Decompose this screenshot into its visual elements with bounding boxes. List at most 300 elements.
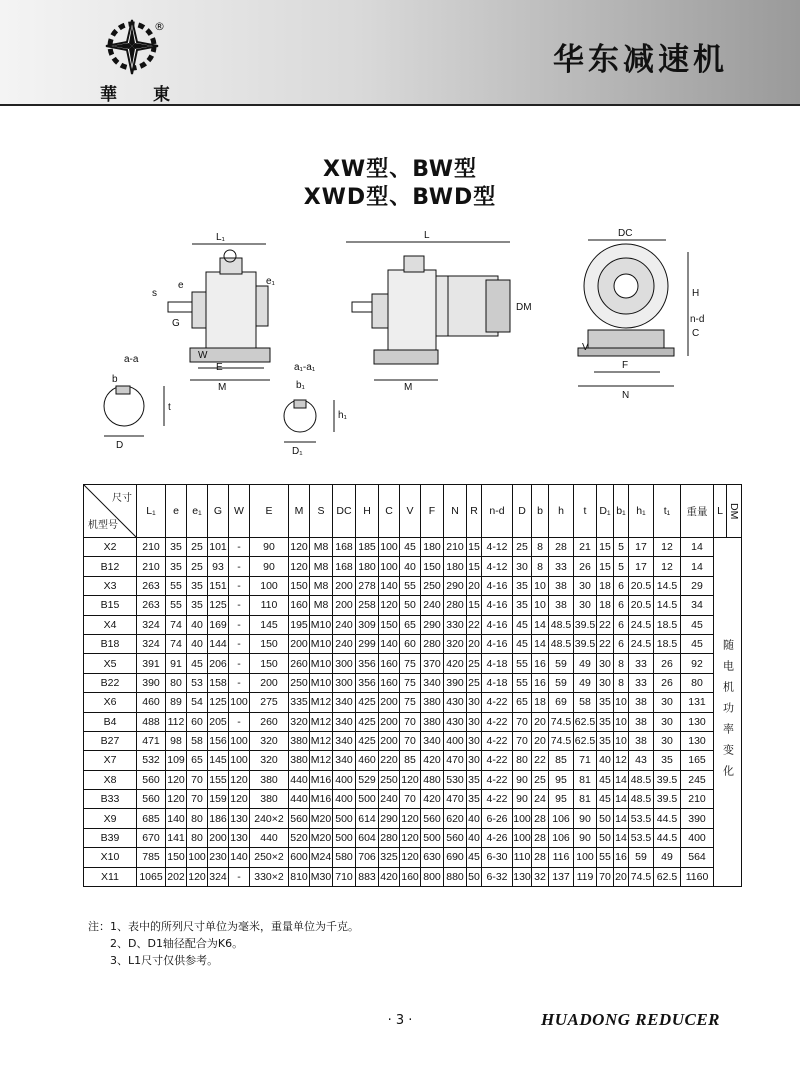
column-header: h [549, 485, 574, 538]
value-cell: 55 [513, 673, 532, 692]
value-cell: 33 [629, 654, 654, 673]
value-cell: 604 [356, 828, 379, 847]
table-row [84, 576, 742, 595]
value-cell: 59 [629, 848, 654, 867]
value-cell: 120 [166, 770, 187, 789]
value-cell: 22 [467, 615, 482, 634]
value-cell: 160 [400, 867, 421, 886]
value-cell: 471 [137, 731, 166, 750]
model-cell: X6 [84, 693, 137, 712]
label-t: t [168, 402, 171, 413]
model-cell: B33 [84, 790, 137, 809]
value-cell: 670 [137, 828, 166, 847]
value-cell: 210 [137, 557, 166, 576]
value-cell: 35 [513, 596, 532, 615]
label-V: V [582, 342, 589, 353]
value-cell: 460 [137, 693, 166, 712]
value-cell: 100 [250, 576, 289, 595]
value-cell: 74 [166, 615, 187, 634]
value-cell: 35 [187, 576, 208, 595]
model-cell: X7 [84, 751, 137, 770]
table-row [84, 654, 742, 673]
table-row [84, 751, 742, 770]
value-cell: 263 [137, 596, 166, 615]
value-cell: 131 [681, 693, 714, 712]
model-cell: X5 [84, 654, 137, 673]
shaft-section-a [104, 386, 164, 436]
value-cell: 4-12 [482, 557, 513, 576]
value-cell: 260 [289, 654, 310, 673]
value-cell: 29 [681, 576, 714, 595]
value-cell: 39.5 [574, 634, 597, 653]
value-cell: - [229, 634, 250, 653]
value-cell: 14 [614, 790, 629, 809]
value-cell: 420 [421, 751, 444, 770]
value-cell: 30 [654, 712, 681, 731]
value-cell: 14 [532, 615, 549, 634]
value-cell: 6 [614, 615, 629, 634]
value-cell: 59 [549, 654, 574, 673]
value-cell: 120 [400, 770, 421, 789]
column-header: D₁ [597, 485, 614, 538]
value-cell: 90 [250, 557, 289, 576]
value-cell: 6 [614, 596, 629, 615]
model-cell: X9 [84, 809, 137, 828]
value-cell: M20 [310, 828, 333, 847]
value-cell: M30 [310, 867, 333, 886]
value-cell: 240 [379, 790, 400, 809]
table-row [84, 634, 742, 653]
value-cell: 120 [400, 809, 421, 828]
label-M2: M [404, 382, 413, 393]
value-cell: 420 [421, 790, 444, 809]
merged-motor-note: 随电机功率变化 [714, 538, 742, 887]
value-cell: 710 [333, 867, 356, 886]
value-cell: 55 [166, 576, 187, 595]
value-cell: 356 [356, 673, 379, 692]
value-cell: 400 [333, 790, 356, 809]
value-cell: 40 [187, 615, 208, 634]
value-cell: 240 [333, 615, 356, 634]
column-header: C [379, 485, 400, 538]
value-cell: 38 [629, 731, 654, 750]
value-cell: 16 [614, 848, 629, 867]
drawing-end-view [578, 240, 688, 386]
value-cell: 140 [166, 809, 187, 828]
value-cell: 70 [400, 712, 421, 731]
value-cell: 54 [187, 693, 208, 712]
value-cell: 380 [250, 770, 289, 789]
value-cell: 50 [597, 828, 614, 847]
value-cell: 340 [421, 673, 444, 692]
value-cell: 44.5 [654, 828, 681, 847]
value-cell: 120 [166, 790, 187, 809]
huadong-logo [96, 18, 172, 104]
value-cell: 600 [289, 848, 310, 867]
value-cell: 564 [681, 848, 714, 867]
value-cell: 155 [208, 770, 229, 789]
model-cell: B39 [84, 828, 137, 847]
column-header: e₁ [187, 485, 208, 538]
value-cell: 4-22 [482, 751, 513, 770]
value-cell: 810 [289, 867, 310, 886]
value-cell: 150 [250, 654, 289, 673]
value-cell: 106 [549, 828, 574, 847]
value-cell: 21 [574, 538, 597, 557]
value-cell: M20 [310, 809, 333, 828]
value-cell: 119 [574, 867, 597, 886]
value-cell: 4-16 [482, 596, 513, 615]
model-cell: X3 [84, 576, 137, 595]
table-row [84, 693, 742, 712]
value-cell: 100 [513, 828, 532, 847]
value-cell: 200 [379, 712, 400, 731]
value-cell: 25 [513, 538, 532, 557]
value-cell: 30 [574, 576, 597, 595]
value-cell: 80 [187, 828, 208, 847]
value-cell: 45 [187, 654, 208, 673]
value-cell: 560 [137, 790, 166, 809]
value-cell: 100 [574, 848, 597, 867]
value-cell: 120 [379, 596, 400, 615]
value-cell: 53.5 [629, 809, 654, 828]
value-cell: 370 [421, 654, 444, 673]
column-header: L₁ [137, 485, 166, 538]
value-cell: 20 [614, 867, 629, 886]
value-cell: 1160 [681, 867, 714, 886]
value-cell: 26 [654, 654, 681, 673]
value-cell: 309 [356, 615, 379, 634]
value-cell: 14 [614, 770, 629, 789]
value-cell: 4-12 [482, 538, 513, 557]
value-cell: 28 [549, 538, 574, 557]
value-cell: 4-22 [482, 770, 513, 789]
value-cell: 25 [467, 673, 482, 692]
value-cell: 14 [614, 828, 629, 847]
label-e: e [178, 280, 184, 291]
column-header: t₁ [654, 485, 681, 538]
value-cell: 43 [629, 751, 654, 770]
dimension-table-body [84, 485, 742, 887]
column-header: b₁ [614, 485, 629, 538]
label-D: D [116, 440, 124, 451]
value-cell: 320 [250, 751, 289, 770]
value-cell: 390 [681, 809, 714, 828]
value-cell: 340 [333, 751, 356, 770]
value-cell: 35 [597, 731, 614, 750]
value-cell: 150 [166, 848, 187, 867]
value-cell: 38 [629, 712, 654, 731]
value-cell: 109 [166, 751, 187, 770]
value-cell: 160 [379, 654, 400, 673]
value-cell: 180 [444, 557, 467, 576]
value-cell: 22 [532, 751, 549, 770]
value-cell: 30 [597, 673, 614, 692]
value-cell: 263 [137, 576, 166, 595]
value-cell: 140 [379, 576, 400, 595]
value-cell: 53 [187, 673, 208, 692]
table-header-row [84, 485, 742, 538]
value-cell: 49 [574, 654, 597, 673]
value-cell: 335 [289, 693, 310, 712]
value-cell: 240 [421, 596, 444, 615]
value-cell: 137 [549, 867, 574, 886]
label-L1: L₁ [216, 232, 225, 243]
value-cell: 18 [597, 596, 614, 615]
value-cell: 98 [166, 731, 187, 750]
label-F: F [622, 360, 629, 371]
value-cell: 290 [379, 809, 400, 828]
value-cell: 425 [356, 693, 379, 712]
value-cell: 220 [379, 751, 400, 770]
column-header: D [513, 485, 532, 538]
value-cell: 24.5 [629, 634, 654, 653]
value-cell: 15 [597, 557, 614, 576]
value-cell: 15 [467, 596, 482, 615]
value-cell: 202 [166, 867, 187, 886]
value-cell: 35 [597, 693, 614, 712]
shaft-section-a1 [284, 400, 334, 442]
value-cell: 168 [333, 557, 356, 576]
registered-mark: ® [154, 20, 165, 33]
value-cell: 45 [681, 634, 714, 653]
value-cell: 100 [379, 538, 400, 557]
value-cell: 630 [421, 848, 444, 867]
value-cell: 4-22 [482, 712, 513, 731]
value-cell: 60 [187, 712, 208, 731]
value-cell: 70 [400, 731, 421, 750]
value-cell: 470 [444, 751, 467, 770]
value-cell: 18.5 [654, 634, 681, 653]
value-cell: 6-32 [482, 867, 513, 886]
column-header: L [714, 485, 727, 538]
value-cell: 45 [513, 634, 532, 653]
value-cell: 145 [250, 615, 289, 634]
value-cell: 320 [444, 634, 467, 653]
value-cell: 210 [137, 538, 166, 557]
value-cell: 6 [614, 634, 629, 653]
value-cell: 130 [513, 867, 532, 886]
value-cell: 45 [681, 615, 714, 634]
value-cell: 20.5 [629, 596, 654, 615]
value-cell: 39.5 [654, 790, 681, 809]
value-cell: 25 [187, 538, 208, 557]
value-cell: 151 [208, 576, 229, 595]
label-aa: a-a [124, 354, 139, 365]
value-cell: 120 [229, 790, 250, 809]
value-cell: M8 [310, 538, 333, 557]
model-cell: B12 [84, 557, 137, 576]
label-n-d: n-d [690, 314, 705, 325]
label-L: L [424, 230, 430, 241]
value-cell: 210 [681, 790, 714, 809]
value-cell: 620 [444, 809, 467, 828]
value-cell: 690 [444, 848, 467, 867]
value-cell: 380 [250, 790, 289, 809]
value-cell: 160 [379, 673, 400, 692]
value-cell: 195 [289, 615, 310, 634]
value-cell: 50 [597, 809, 614, 828]
value-cell: M12 [310, 751, 333, 770]
value-cell: 300 [333, 673, 356, 692]
value-cell: 70 [187, 790, 208, 809]
page-header [0, 0, 800, 118]
column-header: M [289, 485, 310, 538]
value-cell: 59 [549, 673, 574, 692]
value-cell: 100 [379, 557, 400, 576]
value-cell: 35 [187, 596, 208, 615]
value-cell: 14.5 [654, 596, 681, 615]
value-cell: 275 [250, 693, 289, 712]
value-cell: 38 [549, 576, 574, 595]
value-cell: 14.5 [654, 576, 681, 595]
value-cell: 320 [250, 731, 289, 750]
value-cell: 15 [467, 557, 482, 576]
value-cell: 80 [166, 673, 187, 692]
value-cell: 168 [333, 538, 356, 557]
value-cell: 8 [614, 673, 629, 692]
value-cell: 34 [681, 596, 714, 615]
value-cell: M12 [310, 693, 333, 712]
value-cell: 340 [333, 693, 356, 712]
value-cell: 141 [166, 828, 187, 847]
value-cell: 12 [654, 538, 681, 557]
label-M: M [218, 382, 227, 393]
value-cell: 240×2 [250, 809, 289, 828]
table-row [84, 790, 742, 809]
table-row [84, 731, 742, 750]
model-cell: X8 [84, 770, 137, 789]
value-cell: 40 [467, 828, 482, 847]
value-cell: 18.5 [654, 615, 681, 634]
value-cell: 30 [654, 731, 681, 750]
value-cell: 62.5 [654, 867, 681, 886]
value-cell: 120 [187, 867, 208, 886]
value-cell: 340 [421, 731, 444, 750]
value-cell: 70 [187, 770, 208, 789]
value-cell: - [229, 615, 250, 634]
value-cell: 38 [629, 693, 654, 712]
value-cell: 278 [356, 576, 379, 595]
value-cell: 425 [356, 712, 379, 731]
value-cell: 10 [614, 693, 629, 712]
value-cell: 95 [549, 790, 574, 809]
table-row [84, 538, 742, 557]
value-cell: 116 [549, 848, 574, 867]
value-cell: 93 [208, 557, 229, 576]
model-cell: X10 [84, 848, 137, 867]
value-cell: 62.5 [574, 712, 597, 731]
table-row [84, 557, 742, 576]
drawing-xw-reducer [168, 244, 270, 380]
value-cell: 25 [467, 654, 482, 673]
model-cell: X2 [84, 538, 137, 557]
value-cell: 200 [333, 576, 356, 595]
value-cell: 6-30 [482, 848, 513, 867]
value-cell: 8 [614, 654, 629, 673]
value-cell: 6-26 [482, 809, 513, 828]
value-cell: 14 [681, 538, 714, 557]
value-cell: 324 [137, 615, 166, 634]
value-cell: 130 [229, 809, 250, 828]
value-cell: 90 [513, 790, 532, 809]
value-cell: 90 [574, 809, 597, 828]
table-row [84, 596, 742, 615]
value-cell: 320 [289, 712, 310, 731]
column-header: W [229, 485, 250, 538]
value-cell: 45 [597, 770, 614, 789]
value-cell: 101 [208, 538, 229, 557]
value-cell: 100 [229, 731, 250, 750]
value-cell: 44.5 [654, 809, 681, 828]
label-s: s [152, 288, 157, 299]
value-cell: 20.5 [629, 576, 654, 595]
value-cell: 140 [379, 634, 400, 653]
value-cell: 706 [356, 848, 379, 867]
value-cell: 325 [379, 848, 400, 867]
value-cell: 45 [400, 538, 421, 557]
label-a1a1: a₁-a₁ [294, 362, 316, 373]
value-cell: 10 [614, 731, 629, 750]
footer-brand: HUADONG REDUCER [541, 1010, 720, 1029]
value-cell: 30 [513, 557, 532, 576]
value-cell: 53.5 [629, 828, 654, 847]
value-cell: 39.5 [654, 770, 681, 789]
value-cell: 300 [333, 654, 356, 673]
value-cell: 460 [356, 751, 379, 770]
value-cell: 250 [379, 770, 400, 789]
value-cell: - [229, 596, 250, 615]
value-cell: 425 [356, 731, 379, 750]
value-cell: 100 [187, 848, 208, 867]
value-cell: 130 [681, 731, 714, 750]
note-2: 2、D、D1轴径配合为K6。 [110, 937, 244, 950]
value-cell: 30 [467, 751, 482, 770]
value-cell: 330×2 [250, 867, 289, 886]
value-cell: 100 [513, 809, 532, 828]
value-cell: 420 [444, 654, 467, 673]
value-cell: 400 [333, 770, 356, 789]
value-cell: 440 [250, 828, 289, 847]
value-cell: 20 [532, 731, 549, 750]
column-header: G [208, 485, 229, 538]
value-cell: 70 [513, 731, 532, 750]
value-cell: 35 [597, 712, 614, 731]
value-cell: 160 [289, 596, 310, 615]
value-cell: - [229, 654, 250, 673]
value-cell: - [229, 538, 250, 557]
value-cell: 440 [289, 770, 310, 789]
label-N: N [622, 390, 630, 401]
value-cell: - [229, 557, 250, 576]
value-cell: 16 [532, 654, 549, 673]
value-cell: 380 [421, 693, 444, 712]
column-header: N [444, 485, 467, 538]
value-cell: 470 [444, 790, 467, 809]
value-cell: 39.5 [574, 615, 597, 634]
value-cell: M8 [310, 596, 333, 615]
value-cell: 280 [421, 634, 444, 653]
value-cell: 685 [137, 809, 166, 828]
value-cell: 340 [333, 731, 356, 750]
label-DM: DM [516, 302, 532, 313]
table-corner-cell [84, 485, 137, 538]
value-cell: 500 [421, 828, 444, 847]
value-cell: - [229, 867, 250, 886]
value-cell: 28 [532, 848, 549, 867]
value-cell: 290 [421, 615, 444, 634]
label-G: G [172, 318, 180, 329]
